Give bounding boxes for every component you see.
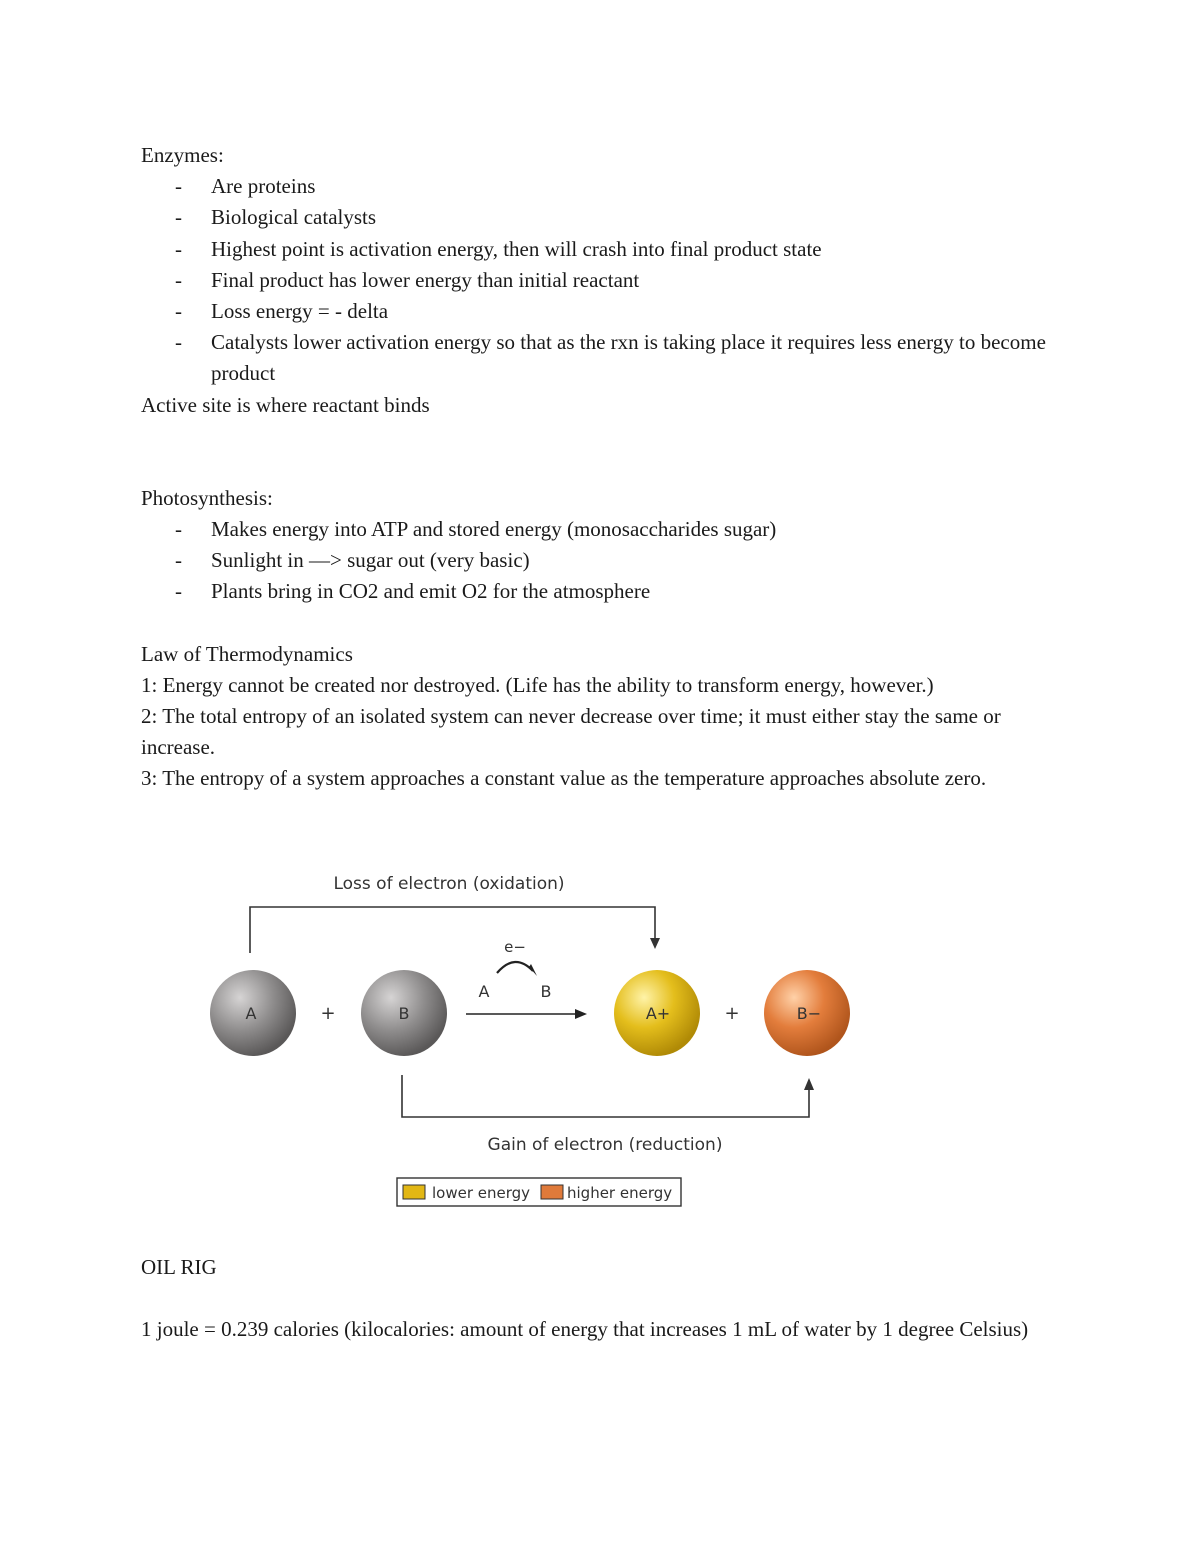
joule-note: 1 joule = 0.239 calories (kilocalories: amount of energy that increases 1 mL of water by 1 degree Celsius): [141, 1317, 1029, 1342]
law-second: 2: The total entropy of an isolated system can never decrease over time; it must either stay the same or increase.: [141, 704, 1001, 760]
plus-sign-left: +: [320, 1003, 336, 1024]
list-item: - Plants bring in CO2 and emit O2 for the atmosphere: [141, 576, 1061, 607]
legend-lower-label: lower energy: [432, 1184, 531, 1202]
reduction-label: Gain of electron (reduction): [487, 1135, 723, 1155]
law-third: 3: The entropy of a system approaches a constant value as the temperature approaches absolute zero.: [141, 766, 987, 791]
list-item: - Final product has lower energy than initial reactant: [141, 265, 1061, 296]
list-item: - Catalysts lower activation energy so that as the rxn is taking place it requires less energy to become product: [141, 327, 1061, 389]
sphere-a-plus-label: A+: [645, 1004, 671, 1023]
oil-rig-note: OIL RIG: [141, 1255, 217, 1279]
list-item: - Makes energy into ATP and stored energy (monosaccharides sugar): [141, 514, 1061, 545]
dash-bullet: -: [175, 299, 182, 324]
notes-footer: [141, 1252, 1061, 1345]
dash-bullet: -: [175, 205, 182, 230]
list-item: - Biological catalysts: [141, 202, 1061, 233]
dash-bullet: -: [175, 174, 182, 199]
legend-lower-swatch: [403, 1185, 425, 1199]
list-item: - Loss energy = - delta: [141, 296, 1061, 327]
oxidation-label: Loss of electron (oxidation): [333, 874, 565, 894]
list-item: - Are proteins: [141, 171, 1061, 202]
dash-bullet: -: [175, 236, 182, 261]
sphere-b-label: B: [398, 1004, 410, 1023]
plus-sign-right: +: [724, 1003, 740, 1024]
electron-transfer-arrow: [497, 962, 533, 973]
redox-diagram: [145, 860, 890, 1215]
list-item: - Highest point is activation energy, then will crash into final product state: [141, 234, 1061, 265]
thermodynamics-heading: Law of Thermodynamics: [141, 641, 353, 666]
dash-bullet: -: [175, 330, 182, 355]
electron-label: e−: [504, 938, 526, 956]
photosynthesis-heading: Photosynthesis:: [141, 485, 273, 510]
redox-diagram-svg: [145, 860, 890, 1215]
oxidation-arrowhead: [650, 938, 660, 949]
enzymes-heading: Enzymes:: [141, 143, 224, 167]
transfer-to-label: B: [540, 982, 552, 1001]
electron-arrowhead: [529, 964, 537, 976]
photosynthesis-list: [141, 514, 1061, 608]
law-first: 1: Energy cannot be created nor destroyed. (Life has the ability to transform energy, however.): [141, 672, 934, 697]
reduction-arrowhead: [804, 1078, 814, 1090]
sphere-a-label: A: [245, 1004, 257, 1023]
active-site-note: Active site is where reactant binds: [141, 392, 430, 417]
dash-bullet: -: [175, 267, 182, 292]
sphere-b-minus-label: B−: [796, 1004, 822, 1023]
transfer-from-label: A: [478, 982, 490, 1001]
reaction-arrowhead: [575, 1009, 587, 1019]
list-item: - Sunlight in —> sugar out (very basic): [141, 545, 1061, 576]
oxidation-bracket: [250, 907, 655, 953]
enzymes-list: [141, 171, 1061, 389]
reduction-bracket: [402, 1075, 809, 1117]
dash-bullet: -: [175, 517, 182, 542]
legend-higher-swatch: [541, 1185, 563, 1199]
legend-higher-label: higher energy: [567, 1184, 673, 1202]
notes-body: [141, 140, 1061, 795]
dash-bullet: -: [175, 579, 182, 604]
dash-bullet: -: [175, 548, 182, 573]
